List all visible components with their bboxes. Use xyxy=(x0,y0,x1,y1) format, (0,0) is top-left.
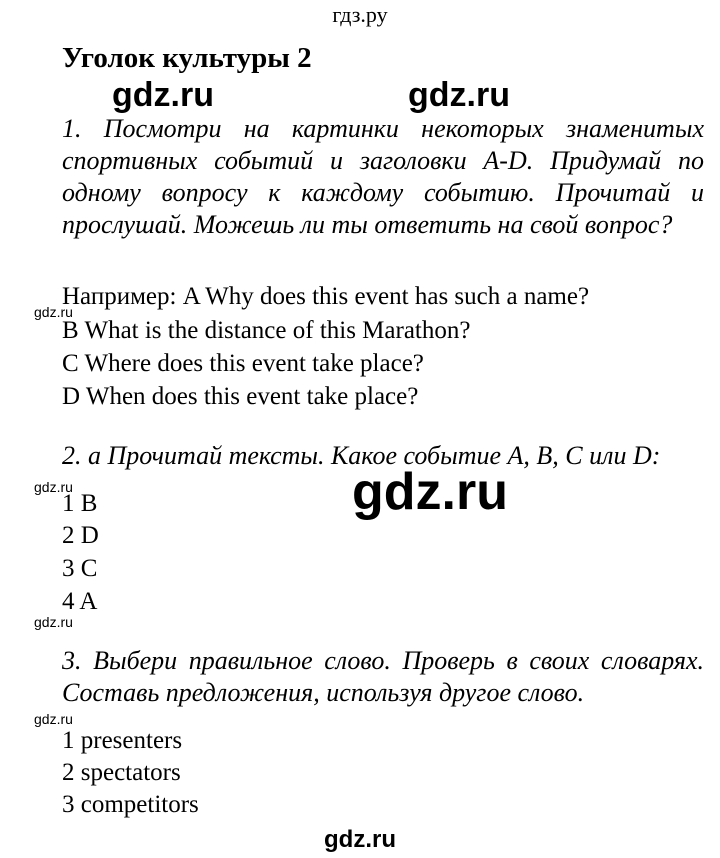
watermark-middle: gdz.ru xyxy=(34,614,73,630)
exercise-1-instruction: 1. Посмотри на картинки некоторых знаменитых спортивных событий и заголовки A-D. Придумай по одному вопросу к каждому событию. Прочитай и прослушай. Можешь ли ты ответить на свой вопрос? xyxy=(62,114,704,239)
watermark-example: gdz.ru xyxy=(34,304,73,320)
page-title: Уголок культуры 2 xyxy=(62,42,312,74)
exercise-1-line-d: D When does this event take place? xyxy=(62,383,419,410)
site-header: гдз.ру xyxy=(332,2,388,27)
watermark-bottom: gdz.ru xyxy=(324,826,396,853)
exercise-1-line-c: C Where does this event take place? xyxy=(62,350,424,377)
exercise-2-answer-3: 3 C xyxy=(62,555,98,582)
exercise-2-answer-1: 1 B xyxy=(62,490,98,517)
exercise-2-answer-4: 4 A xyxy=(62,588,98,615)
exercise-2-answer-2: 2 D xyxy=(62,522,99,549)
watermark-exercise-3: gdz.ru xyxy=(34,711,73,727)
exercise-3-instruction: 3. Выбери правильное слово. Проверь в своих словарях. Составь предложения, используя другое слово. xyxy=(62,646,704,707)
watermark-top-left: gdz.ru xyxy=(112,76,214,114)
exercise-3-answer-3: 3 competitors xyxy=(62,791,199,818)
watermark-top-right: gdz.ru xyxy=(408,76,510,114)
exercise-1-line-b: B What is the distance of this Marathon? xyxy=(62,317,471,344)
watermark-center-big: gdz.ru xyxy=(352,463,508,521)
exercise-3-answer-1: 1 presenters xyxy=(62,727,183,754)
exercise-3-answer-2: 2 spectators xyxy=(62,759,181,786)
watermark-exercise-2: gdz.ru xyxy=(34,479,73,495)
exercise-2-instruction: 2. a Прочитай тексты. Какое событие A, B, C или D: xyxy=(62,441,661,470)
exercise-1-line-a: Например: A Why does this event has such a name? xyxy=(62,283,590,310)
